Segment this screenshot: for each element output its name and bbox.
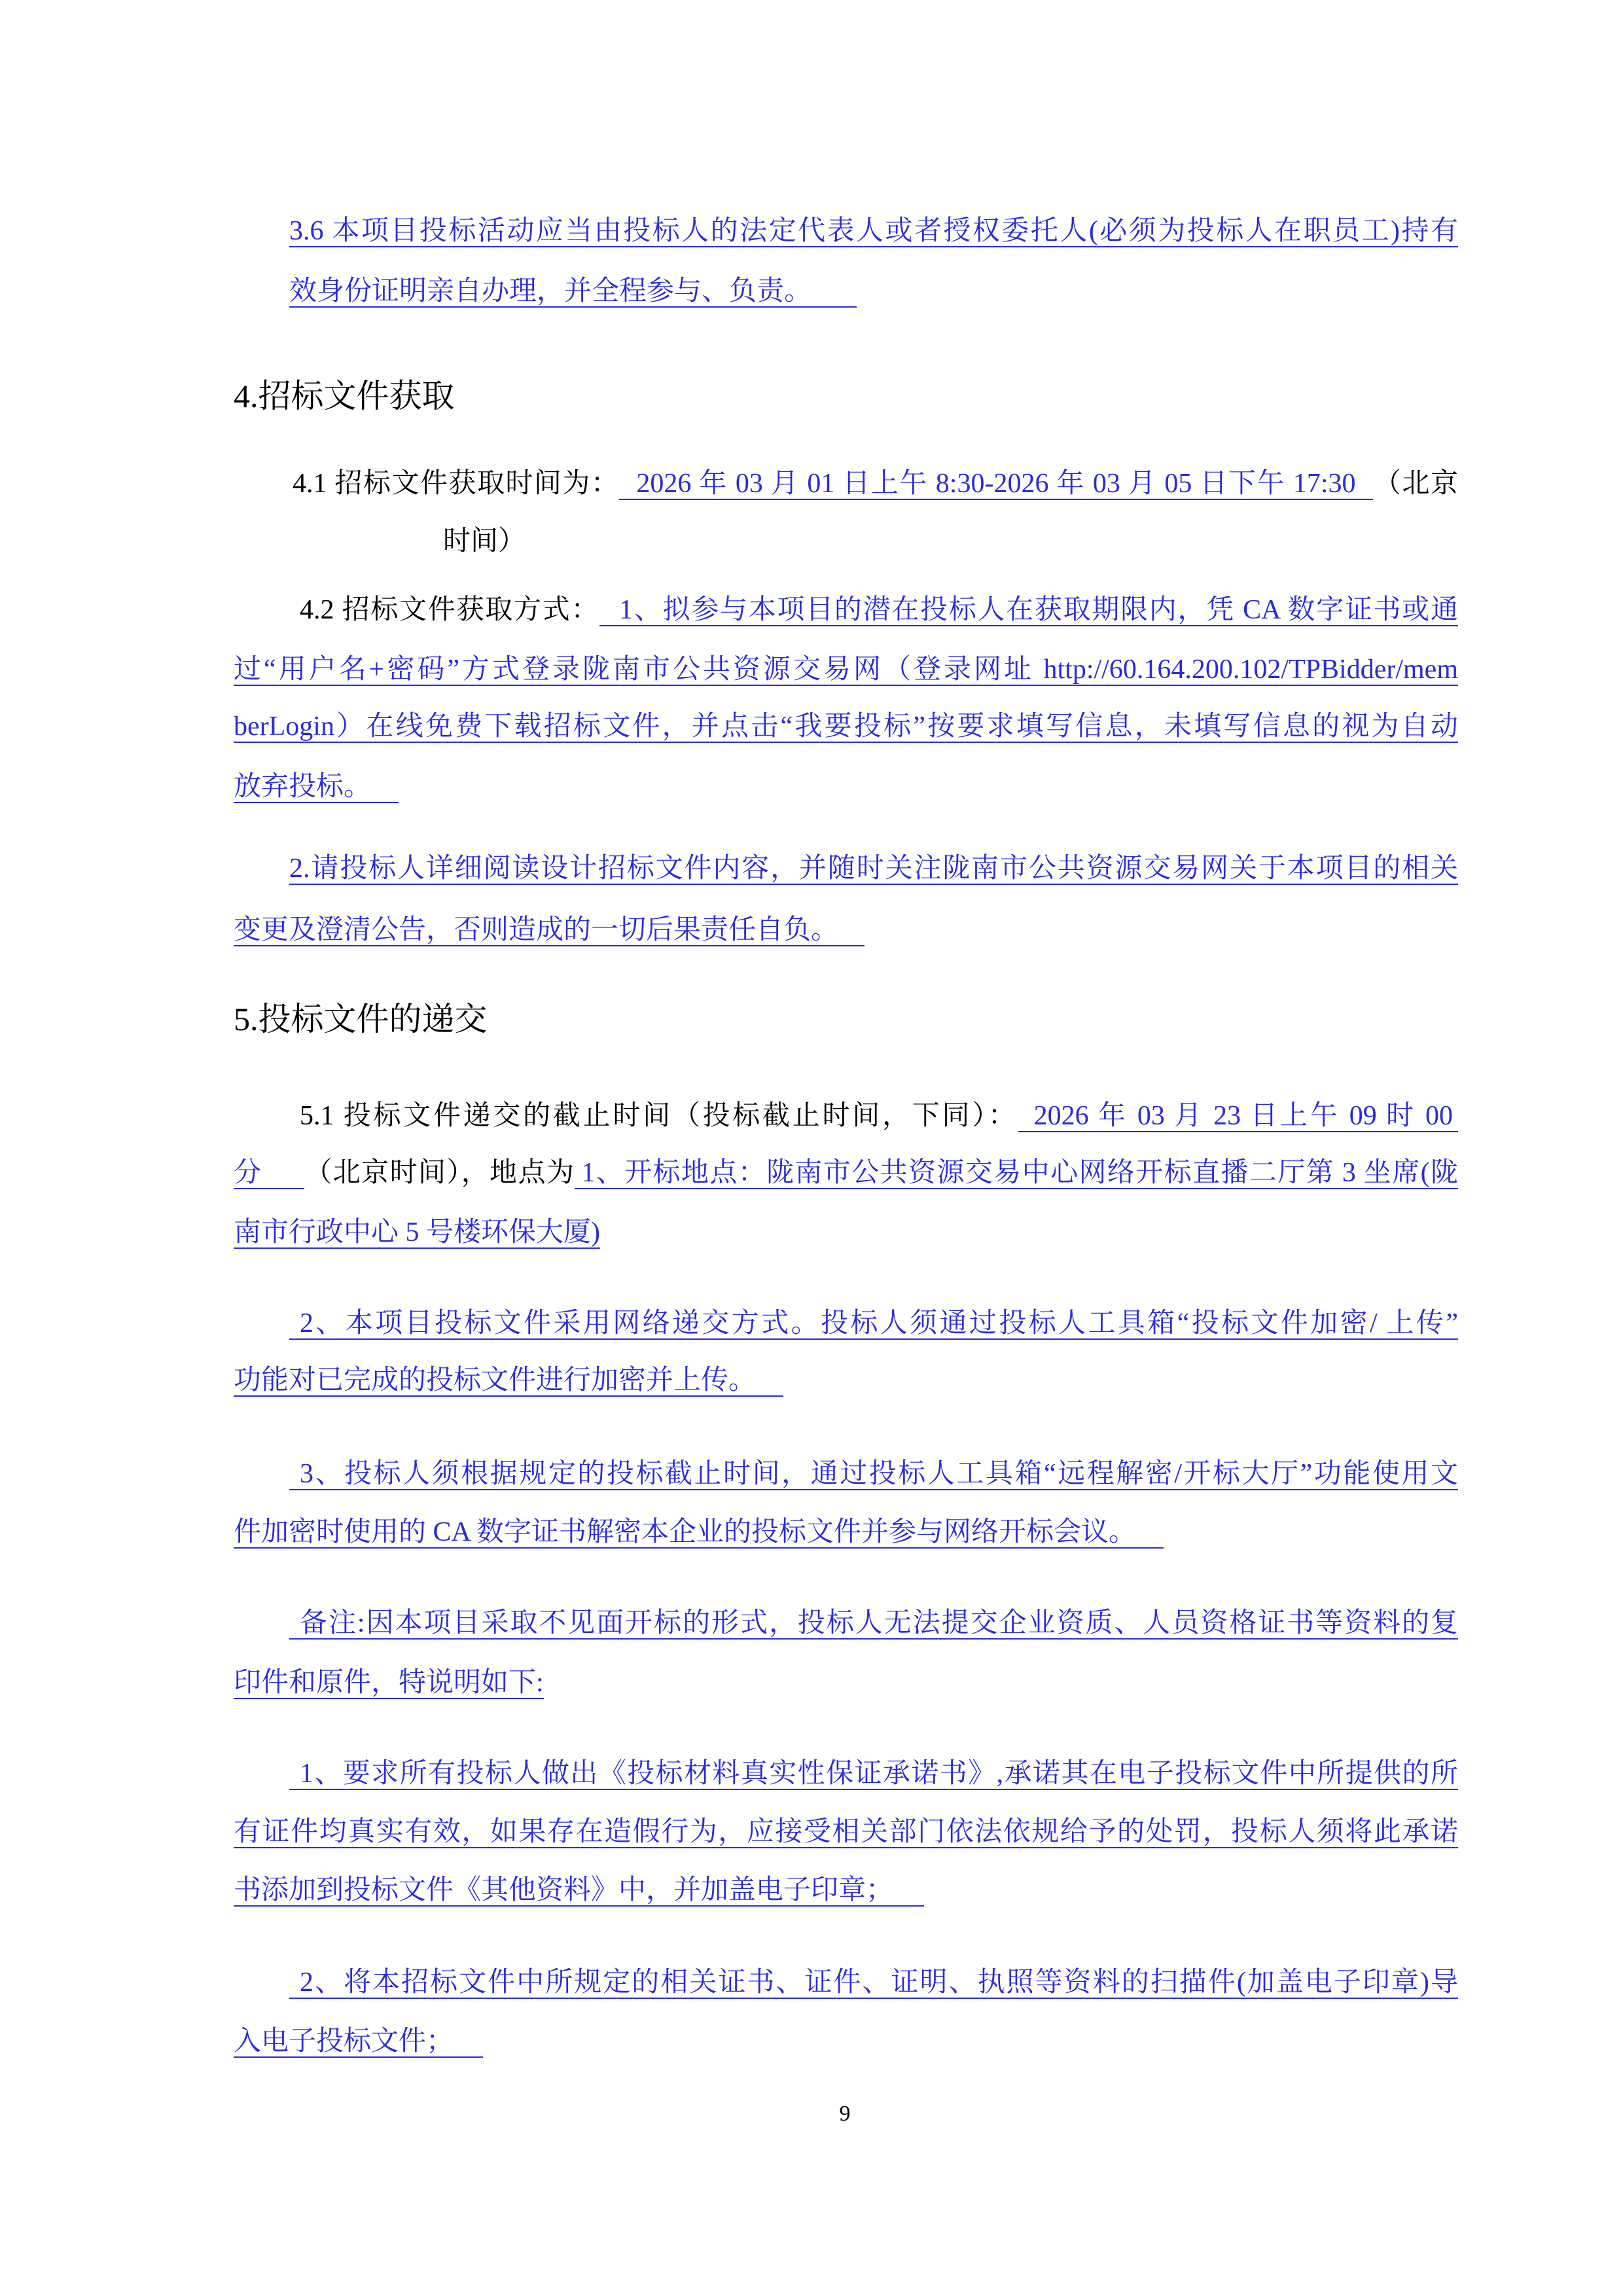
point-3-line-2 (234, 1515, 1458, 1552)
item-5-1-location-1: 1、开标地点：陇南市公共资源交易中心网络开标直播二厅第 3 坐席(陇 (575, 1158, 1458, 1189)
item-5-1-line-3 (234, 1215, 1458, 1252)
item-4-2-text-2: 过“用户名+密码”方式登录陇南市公共资源交易网（登录网址 http://60.164.200.102/TPBidder/mem (234, 655, 1458, 685)
item-3-6-line-1 (289, 214, 1458, 251)
item-4-1-label: 4.1 招标文件获取时间为： (293, 469, 620, 499)
point-2-text-1: 2、本项目投标文件采用网络递交方式。投标人须通过投标人工具箱“投标文件加密/ 上传” (289, 1308, 1458, 1340)
remark-1-line-1 (289, 1757, 1458, 1793)
point-3-text-2: 件加密时使用的 CA 数字证书解密本企业的投标文件并参与网络开标会议。 (234, 1517, 1164, 1549)
item-4-1-value: 2026 年 03 月 01 日上午 8:30-2026 年 03 月 05 日下午 17:30 (619, 469, 1372, 500)
remark-1-text-1: 1、要求所有投标人做出《投标材料真实性保证承诺书》,承诺其在电子投标文件中所提供的所 (289, 1759, 1458, 1790)
item-5-1-line-1 (300, 1099, 1458, 1136)
item-4-2-line-3 (234, 709, 1458, 746)
note-2-text-1: 2.请投标人详细阅读设计招标文件内容，并随时关注陇南市公共资源交易网关于本项目的相关 (289, 853, 1458, 884)
remark-line-2 (234, 1666, 1458, 1702)
remark-1-line-2 (234, 1815, 1458, 1852)
item-5-1-deadline-2: 分 (234, 1158, 304, 1189)
item-3-6-text-1: 3.6 本项目投标活动应当由投标人的法定代表人或者授权委托人(必须为投标人在职员工)持有 (289, 216, 1458, 246)
point-2-line-2 (234, 1363, 1458, 1400)
item-5-1-location-label: （北京时间），地点为 (304, 1158, 575, 1188)
point-2-text-2: 功能对已完成的投标文件进行加密并上传。 (234, 1365, 783, 1397)
item-3-6-line-2 (289, 274, 1458, 311)
item-4-1-line-1 (293, 467, 1458, 503)
item-4-2-label: 4.2 招标文件获取方式： (300, 595, 600, 625)
remark-2-text-2: 入电子投标文件； (234, 2026, 483, 2058)
item-5-1-line-2 (234, 1156, 1458, 1193)
remark-1-text-3: 书添加到投标文件《其他资料》中，并加盖电子印章； (234, 1875, 924, 1907)
remark-text-1: 备注:因本项目采取不见面开标的形式，投标人无法提交企业资质、人员资格证书等资料的复 (289, 1608, 1458, 1640)
item-3-6-text-2: 效身份证明亲自办理，并全程参与、负责。 (289, 276, 857, 308)
section-4-heading: 4.招标文件获取 (234, 378, 455, 414)
remark-text-2: 印件和原件，特说明如下: (234, 1668, 544, 1698)
item-5-1-label: 5.1 投标文件递交的截止时间（投标截止时间，下同）： (300, 1101, 1018, 1131)
remark-1-text-2: 有证件均真实有效，如果存在造假行为，应接受相关部门依法依规给予的处罚，投标人须将此承诺 (234, 1817, 1458, 1847)
item-4-2-text-4: 放弃投标。 (234, 772, 399, 803)
remark-line-1 (289, 1606, 1458, 1643)
remark-1-line-3 (234, 1873, 1458, 1910)
note-2-text-2: 变更及澄清公告，否则造成的一切后果责任自负。 (234, 915, 865, 946)
item-4-1-line-2 (443, 524, 836, 561)
page-number: 9 (839, 2102, 851, 2126)
remark-2-line-1 (289, 1965, 1458, 2002)
point-3-line-1 (289, 1457, 1458, 1494)
point-2-line-1 (289, 1306, 1458, 1343)
item-5-1-location-2: 南市行政中心 5 号楼环保大厦) (234, 1217, 600, 1247)
item-4-2-line-1 (300, 593, 1458, 630)
item-4-1-suffix-2: 时间） (443, 526, 526, 556)
item-4-2-text-1: 1、拟参与本项目的潜在投标人在获取期限内，凭 CA 数字证书或通 (599, 595, 1458, 626)
point-3-text-1: 3、投标人须根据规定的投标截止时间，通过投标人工具箱“远程解密/开标大厅”功能使用文 (289, 1459, 1458, 1490)
section-5-heading: 5.投标文件的递交 (234, 1001, 488, 1037)
item-4-2-line-2 (234, 653, 1458, 689)
item-4-1-suffix-1: （北京 (1372, 469, 1458, 499)
item-4-2-line-4 (234, 770, 1458, 806)
note-2-line-1 (289, 852, 1458, 888)
item-4-2-text-3: berLogin）在线免费下载招标文件，并点击“我要投标”按要求填写信息，未填写信息的视为自动 (234, 711, 1458, 742)
remark-2-text-1: 2、将本招标文件中所规定的相关证书、证件、证明、执照等资料的扫描件(加盖电子印章)导 (289, 1967, 1458, 1999)
note-2-line-2 (234, 913, 1458, 950)
item-5-1-deadline-1: 2026 年 03 月 23 日上午 09 时 00 (1018, 1101, 1458, 1132)
remark-2-line-2 (234, 2024, 1458, 2061)
